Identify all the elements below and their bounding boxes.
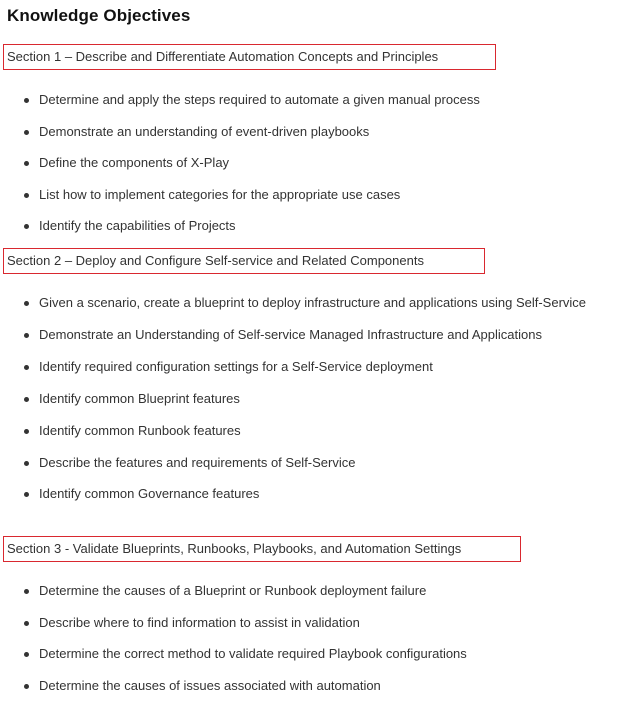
section-2-header: Section 2 – Deploy and Configure Self-service and Related Components bbox=[3, 248, 485, 274]
list-item: Demonstrate an Understanding of Self-service Managed Infrastructure and Applications bbox=[0, 324, 617, 346]
list-item: Determine the causes of issues associated with automation bbox=[0, 675, 617, 697]
section-2-list bbox=[0, 292, 617, 505]
list-item: Identify common Governance features bbox=[0, 483, 617, 505]
list-item: Determine the causes of a Blueprint or Runbook deployment failure bbox=[0, 580, 617, 602]
list-item: Identify common Blueprint features bbox=[0, 388, 617, 410]
list-item: List how to implement categories for the appropriate use cases bbox=[0, 184, 617, 206]
list-item: Given a scenario, create a blueprint to deploy infrastructure and applications using Self-Service bbox=[0, 292, 617, 314]
list-item: Identify the capabilities of Projects bbox=[0, 215, 617, 237]
section-1-header: Section 1 – Describe and Differentiate Automation Concepts and Principles bbox=[3, 44, 496, 70]
list-item: Determine and apply the steps required to automate a given manual process bbox=[0, 89, 617, 111]
list-item: Describe the features and requirements of Self-Service bbox=[0, 452, 617, 474]
page-title: Knowledge Objectives bbox=[7, 6, 191, 25]
section-1-list bbox=[0, 89, 617, 237]
list-item: Identify required configuration settings for a Self-Service deployment bbox=[0, 356, 617, 378]
list-item: Determine the correct method to validate required Playbook configurations bbox=[0, 643, 617, 665]
list-item: Demonstrate an understanding of event-driven playbooks bbox=[0, 121, 617, 143]
list-item: Identify common Runbook features bbox=[0, 420, 617, 442]
section-3-header: Section 3 - Validate Blueprints, Runbooks, Playbooks, and Automation Settings bbox=[3, 536, 521, 562]
list-item: Define the components of X-Play bbox=[0, 152, 617, 174]
section-3-list bbox=[0, 580, 617, 697]
list-item: Describe where to find information to assist in validation bbox=[0, 612, 617, 634]
